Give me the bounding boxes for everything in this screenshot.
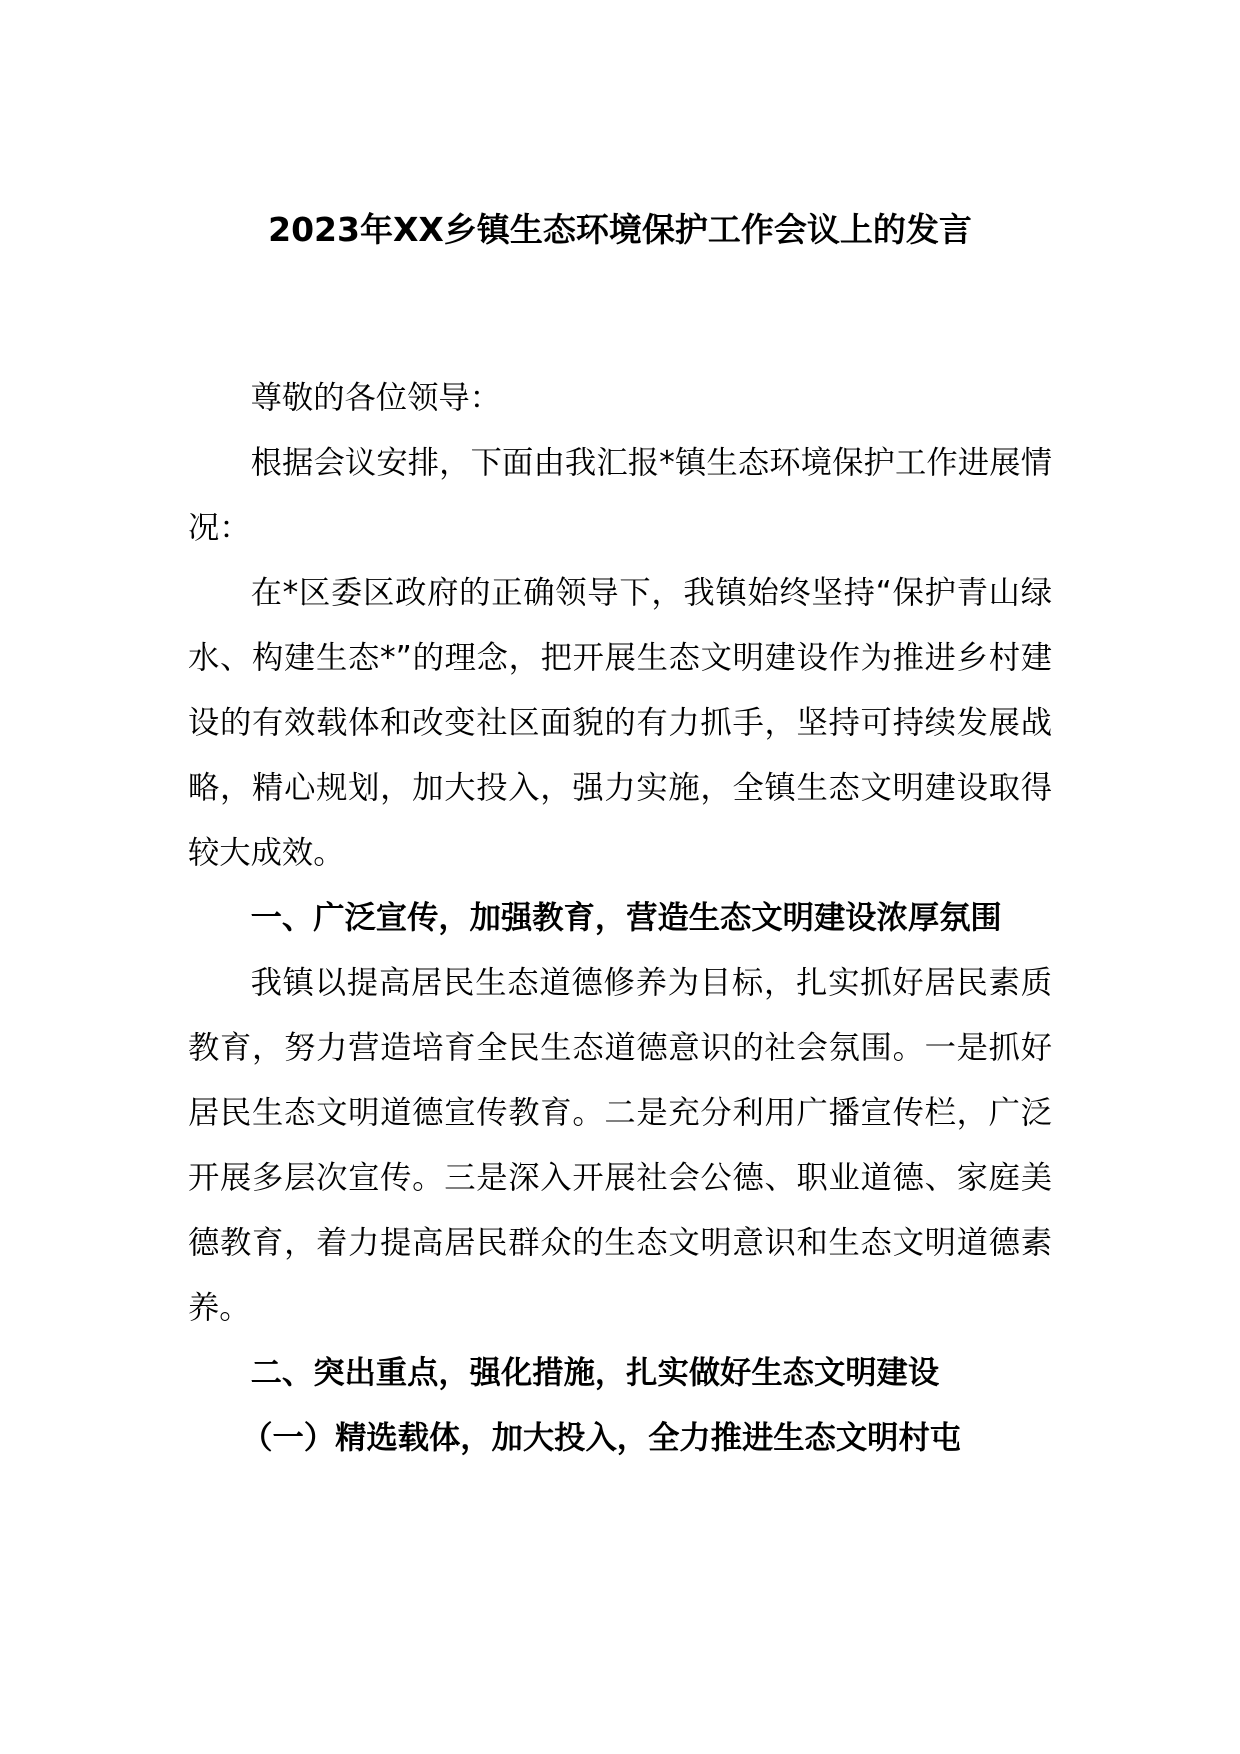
section-heading-2: 二、突出重点，强化措施，扎实做好生态文明建设 [250, 1355, 940, 1391]
intro-paragraph: 根据会议安排，下面由我汇报*镇生态环境保护工作进展情况： [188, 445, 1052, 546]
document-body [188, 366, 1052, 1471]
section-1-paragraph: 我镇以提高居民生态道德修养为目标，扎实抓好居民素质教育，努力营造培育全民生态道德意识的社会氛围。一是抓好居民生态文明道德宣传教育。二是充分利用广播宣传栏，广泛开展多层次宣传。三是深入开展社会公德、职业道德、家庭美德教育，着力提高居民群众的生态文明意识和生态文明道德素养。 [188, 965, 1052, 1326]
salutation-paragraph: 尊敬的各位领导： [250, 380, 501, 416]
document-title: 2023年XX乡镇生态环境保护工作会议上的发言 [268, 210, 972, 249]
section-heading-1: 一、广泛宣传，加强教育，营造生态文明建设浓厚氛围 [250, 900, 1002, 936]
subsection-heading-1: （一）精选载体，加大投入，全力推进生态文明村屯 [241, 1420, 962, 1456]
overview-paragraph: 在*区委区政府的正确领导下，我镇始终坚持“保护青山绿水、构建生态*”的理念，把开展生态文明建设作为推进乡村建设的有效载体和改变社区面貌的有力抓手，坚持可持续发展战略，精心规划，加大投入，强力实施，全镇生态文明建设取得较大成效。 [188, 575, 1052, 871]
